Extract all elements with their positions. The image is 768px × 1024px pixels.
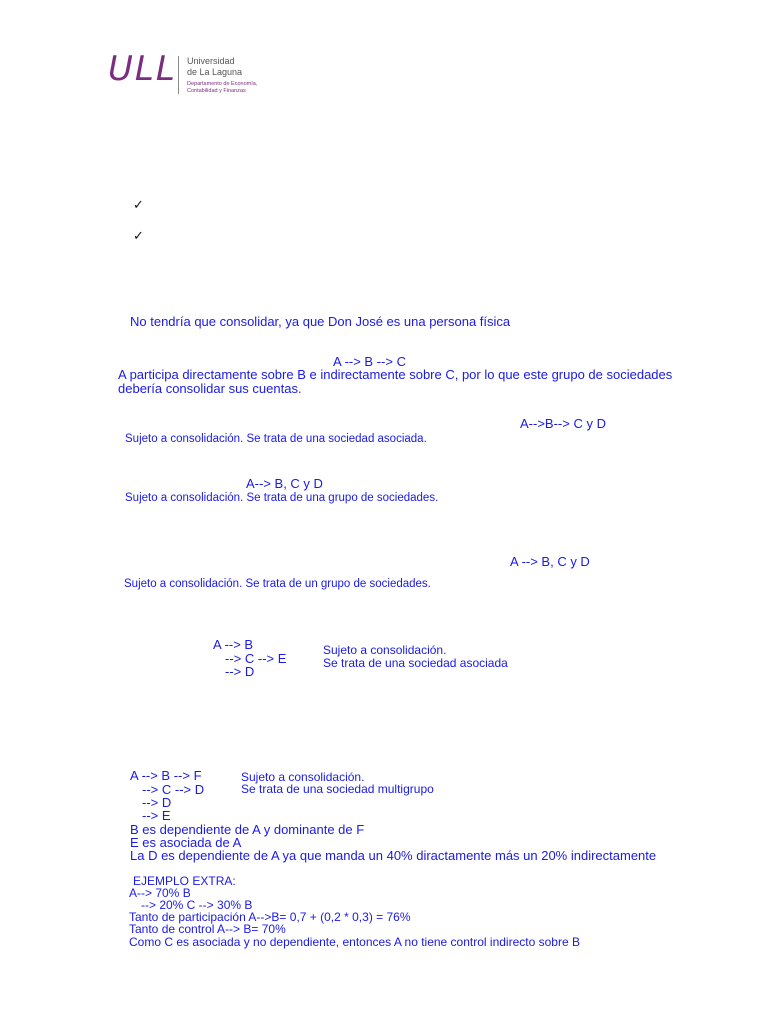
extra-line: A--> 70% B <box>129 886 191 900</box>
case7-answer-line2: Se trata de una sociedad multigrupo <box>241 782 434 796</box>
case2-scheme: A --> B --> C <box>333 354 406 369</box>
extra-line: Tanto de participación A-->B= 0,7 + (0,2 * 0,3) = 76% <box>129 910 411 924</box>
case3-answer: Sujeto a consolidación. Se trata de una sociedad asociada. <box>125 433 427 445</box>
case7-scheme-line4: --> E <box>142 808 171 823</box>
case7-scheme-line3: --> D <box>142 795 172 810</box>
department-name <box>187 81 257 95</box>
case6-answer-line1: Sujeto a consolidación. <box>323 643 447 657</box>
logo-divider <box>178 56 179 94</box>
case5-scheme: A --> B, C y D <box>510 554 590 569</box>
case4-answer: Sujeto a consolidación. Se trata de una grupo de sociedades. <box>125 492 439 504</box>
case4-scheme: A--> B, C y D <box>246 476 323 491</box>
case7-note: E es asociada de A <box>130 835 242 850</box>
checkmark-icon: ✓ <box>133 198 144 213</box>
checkmark-icon: ✓ <box>133 229 144 244</box>
case7-scheme-line1: A --> B --> F <box>130 768 202 783</box>
university-line-2: de La Laguna <box>187 67 243 77</box>
case7-scheme-line2: --> C --> D <box>142 782 205 797</box>
extra-line: Como C es asociada y no dependiente, entonces A no tiene control indirecto sobre B <box>129 935 580 949</box>
university-line-1: Universidad <box>187 56 235 66</box>
case6-scheme-line1: A --> B <box>213 637 254 652</box>
case7-answer-line1: Sujeto a consolidación. <box>241 770 365 784</box>
case7-note: La D es dependiente de A ya que manda un 40% diractamente más un 20% indirectamente <box>130 848 657 863</box>
department-line-1: Departamento de Economía, <box>187 81 258 87</box>
case6-scheme-line3: --> D <box>225 664 255 679</box>
university-name <box>187 56 242 78</box>
case5-answer: Sujeto a consolidación. Se trata de un grupo de sociedades. <box>124 578 431 590</box>
extra-title: EJEMPLO EXTRA: <box>133 874 236 888</box>
extra-line: --> 20% C --> 30% B <box>141 898 253 912</box>
case2-answer-line2: debería consolidar sus cuentas. <box>118 381 302 396</box>
case6-answer-line2: Se trata de una sociedad asociada <box>323 656 508 670</box>
case1-answer: No tendría que consolidar, ya que Don José es una persona física <box>130 314 511 329</box>
extra-line: Tanto de control A--> B= 70% <box>129 922 286 936</box>
case7-note: B es dependiente de A y dominante de F <box>130 822 365 837</box>
case3-scheme: A-->B--> C y D <box>520 416 606 431</box>
case2-answer-line1: A participa directamente sobre B e indirectamente sobre C, por lo que este grupo de sociedades <box>118 367 673 382</box>
ull-logo: ULL <box>108 49 177 89</box>
department-line-2: Contabilidad y Finanzas <box>187 88 246 94</box>
case6-scheme-line2: --> C --> E <box>225 651 287 666</box>
